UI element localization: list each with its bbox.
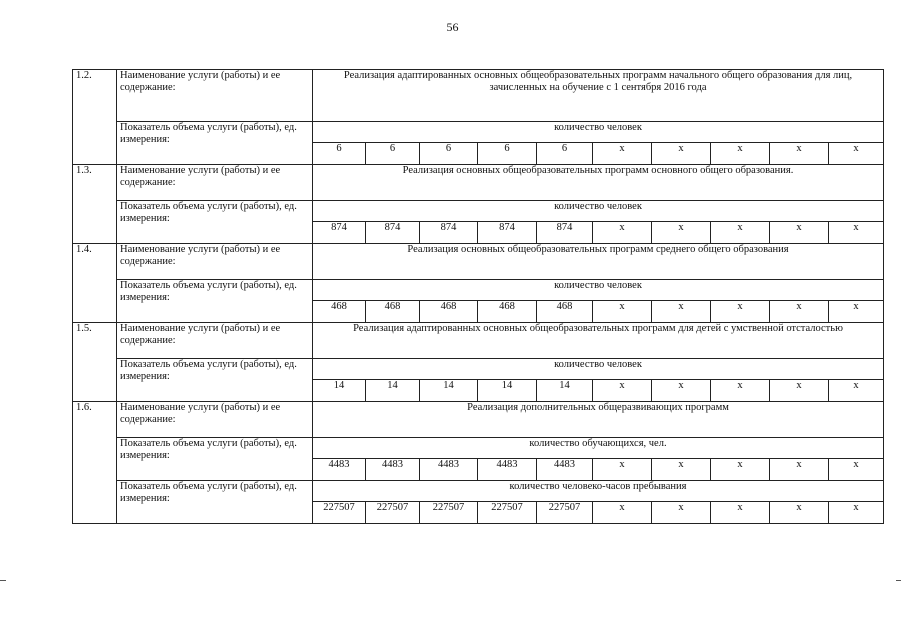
services-table: [72, 69, 884, 524]
service-content: Реализация адаптированных основных общеобразовательных программ начального общего образования для лиц, зачисленных на обучение с 1 сентября 2016 года: [313, 70, 884, 122]
indicator-value-cell: 874: [313, 222, 366, 244]
service-name-label: Наименование услуги (работы) и ее содержание:: [117, 70, 313, 122]
indicator-value-cell: 4483: [366, 459, 420, 481]
indicator-value-cell: х: [711, 222, 770, 244]
indicator-value-cell: х: [593, 380, 652, 402]
indicator-value-cell: 874: [537, 222, 593, 244]
section-number: 1.6.: [73, 402, 117, 524]
indicator-value-cell: х: [652, 222, 711, 244]
indicator-label: Показатель объема услуги (работы), ед. измерения:: [117, 201, 313, 244]
service-name-row: [73, 70, 884, 122]
indicator-unit-row: [73, 481, 884, 502]
service-name-label: Наименование услуги (работы) и ее содержание:: [117, 165, 313, 201]
indicator-value-cell: 468: [366, 301, 420, 323]
service-content: Реализация основных общеобразовательных программ среднего общего образования: [313, 244, 884, 280]
indicator-value-cell: 14: [478, 380, 537, 402]
indicator-value-cell: х: [829, 502, 884, 524]
indicator-value-cell: 6: [420, 143, 478, 165]
indicator-unit: количество человек: [313, 359, 884, 380]
indicator-unit: количество человек: [313, 280, 884, 301]
service-name-label: Наименование услуги (работы) и ее содержание:: [117, 323, 313, 359]
indicator-label: Показатель объема услуги (работы), ед. измерения:: [117, 122, 313, 165]
indicator-value-cell: х: [711, 380, 770, 402]
indicator-value-cell: 4483: [420, 459, 478, 481]
indicator-label: Показатель объема услуги (работы), ед. измерения:: [117, 280, 313, 323]
indicator-value-cell: 4483: [313, 459, 366, 481]
indicator-value-cell: х: [770, 459, 829, 481]
indicator-value-cell: 227507: [366, 502, 420, 524]
indicator-value-cell: 6: [366, 143, 420, 165]
indicator-unit-row: [73, 122, 884, 143]
page-number: 56: [446, 20, 459, 34]
section-number: 1.4.: [73, 244, 117, 323]
indicator-value-cell: х: [829, 222, 884, 244]
service-content: Реализация основных общеобразовательных программ основного общего образования.: [313, 165, 884, 201]
indicator-value-cell: х: [652, 380, 711, 402]
scan-edge-mark: [0, 580, 6, 581]
indicator-value-cell: х: [770, 143, 829, 165]
indicator-value-cell: 227507: [537, 502, 593, 524]
indicator-value-cell: х: [593, 222, 652, 244]
indicator-value-cell: 227507: [313, 502, 366, 524]
service-name-row: [73, 165, 884, 201]
indicator-value-cell: х: [711, 459, 770, 481]
indicator-value-cell: 14: [420, 380, 478, 402]
indicator-value-cell: 874: [478, 222, 537, 244]
indicator-value-cell: х: [593, 459, 652, 481]
indicator-value-cell: х: [829, 143, 884, 165]
indicator-unit: количество человек: [313, 122, 884, 143]
indicator-value-cell: 14: [313, 380, 366, 402]
service-name-row: [73, 402, 884, 438]
service-name-label: Наименование услуги (работы) и ее содержание:: [117, 402, 313, 438]
indicator-value-cell: х: [652, 459, 711, 481]
indicator-value-cell: 468: [537, 301, 593, 323]
indicator-value-cell: х: [829, 459, 884, 481]
indicator-value-cell: 874: [366, 222, 420, 244]
indicator-value-cell: х: [652, 502, 711, 524]
indicator-unit-row: [73, 359, 884, 380]
service-content: Реализация адаптированных основных общеобразовательных программ для детей с умственной отсталостью: [313, 323, 884, 359]
indicator-value-cell: х: [652, 301, 711, 323]
indicator-value-cell: 468: [313, 301, 366, 323]
indicator-value-cell: х: [652, 143, 711, 165]
indicator-value-cell: 14: [366, 380, 420, 402]
indicator-value-cell: 227507: [478, 502, 537, 524]
indicator-value-cell: 468: [420, 301, 478, 323]
indicator-value-cell: 6: [313, 143, 366, 165]
indicator-value-cell: 468: [478, 301, 537, 323]
table-body: [73, 70, 884, 524]
indicator-value-cell: 227507: [420, 502, 478, 524]
indicator-unit: количество человеко-часов пребывания: [313, 481, 884, 502]
indicator-label: Показатель объема услуги (работы), ед. измерения:: [117, 438, 313, 481]
service-content: Реализация дополнительных общеразвивающих программ: [313, 402, 884, 438]
indicator-label: Показатель объема услуги (работы), ед. измерения:: [117, 359, 313, 402]
indicator-value-cell: 4483: [478, 459, 537, 481]
section-number: 1.5.: [73, 323, 117, 402]
indicator-value-cell: 6: [537, 143, 593, 165]
service-name-row: [73, 323, 884, 359]
section-number: 1.2.: [73, 70, 117, 165]
indicator-unit-row: [73, 438, 884, 459]
indicator-value-cell: 14: [537, 380, 593, 402]
indicator-unit: количество человек: [313, 201, 884, 222]
indicator-label: Показатель объема услуги (работы), ед. измерения:: [117, 481, 313, 524]
section-number: 1.3.: [73, 165, 117, 244]
indicator-value-cell: х: [770, 222, 829, 244]
indicator-value-cell: х: [593, 143, 652, 165]
indicator-value-cell: х: [711, 301, 770, 323]
service-name-row: [73, 244, 884, 280]
scan-edge-mark-right: [896, 580, 901, 581]
indicator-value-cell: х: [770, 502, 829, 524]
indicator-value-cell: 6: [478, 143, 537, 165]
indicator-unit: количество обучающихся, чел.: [313, 438, 884, 459]
indicator-value-cell: 4483: [537, 459, 593, 481]
indicator-value-cell: х: [711, 143, 770, 165]
service-name-label: Наименование услуги (работы) и ее содержание:: [117, 244, 313, 280]
indicator-value-cell: 874: [420, 222, 478, 244]
indicator-value-cell: х: [770, 301, 829, 323]
indicator-unit-row: [73, 201, 884, 222]
indicator-value-cell: х: [593, 502, 652, 524]
indicator-value-cell: х: [829, 380, 884, 402]
indicator-unit-row: [73, 280, 884, 301]
indicator-value-cell: х: [770, 380, 829, 402]
indicator-value-cell: х: [711, 502, 770, 524]
indicator-value-cell: х: [829, 301, 884, 323]
indicator-value-cell: х: [593, 301, 652, 323]
